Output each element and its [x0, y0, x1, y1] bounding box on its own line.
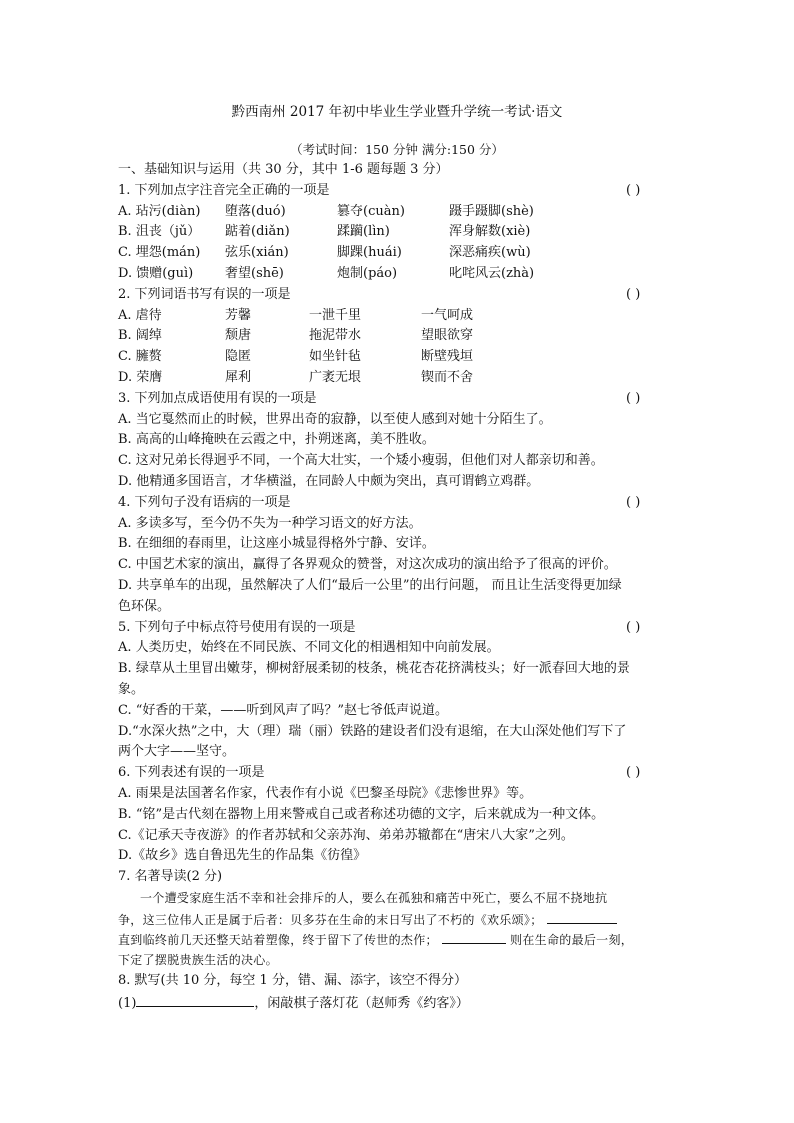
question-1-stem: [118, 181, 678, 202]
question-stem: 3. 下列加点成语使用有误的一项是: [118, 390, 317, 406]
q1-option-row: [118, 243, 678, 264]
question-6-stem: [118, 763, 678, 784]
option-cell: D. 馈赠(guì): [118, 265, 194, 281]
option-cell: 颓唐: [225, 328, 252, 344]
option-line: C. “好香的干菜，——听到风声了吗？”赵七爷低声说道。: [118, 702, 449, 718]
question-8-stem: 8. 默写(共 10 分，每空 1 分，错、漏、添字，该空不得分）: [118, 973, 467, 989]
passage-text: 争，这三位伟人正是属于后者：贝多芬在生命的末日写出了不朽的《欢乐颂》；: [118, 912, 543, 927]
passage-line: 一个遭受家庭生活不幸和社会排斥的人，要么在孤独和痛苦中死亡，要么不屈不挠地抗: [140, 890, 608, 905]
option-cell: D. 荣膺: [118, 369, 163, 385]
passage-text: 则在生命的最后一刻，: [510, 933, 634, 948]
option-cell: 叱咤风云(zhà): [449, 265, 535, 281]
option-line: B. 高高的山峰掩映在云霞之中，扑朔迷离，美不胜收。: [118, 432, 435, 448]
question-3-stem: [118, 389, 678, 410]
option-cell: 炮制(páo): [337, 265, 398, 281]
option-line: B. “铭”是古代刻在器物上用来警戒自己或者称述功德的文字，后来就成为一种文体。: [118, 806, 605, 822]
option-cell: 一气呵成: [421, 307, 474, 323]
option-cell: A. 玷污(diàn): [118, 203, 201, 219]
option-line: D.“水深火热”之中，大（理）瑞（丽）铁路的建设者们没有退缩，在大山深处他们写下了: [118, 723, 627, 739]
option-cell: 望眼欲穿: [421, 328, 474, 344]
option-line: D. 他精通多国语言，才华横溢，在同龄人中颇为突出，真可谓鹤立鸡群。: [118, 473, 540, 489]
page-title: 黔西南州 2017 年初中毕业生学业暨升学统一考试·语文: [231, 104, 563, 120]
item-text: ，闲敲棋子落灯花（赵师秀《约客》）: [254, 995, 469, 1011]
q2-option-row: [118, 306, 678, 327]
passage-text: 直到临终前几天还整天站着塑像，终于留下了传世的杰作；: [118, 933, 438, 948]
q1-option-row: [118, 222, 678, 243]
option-line-continued: 色环保。: [118, 598, 171, 614]
question-5-stem: [118, 618, 678, 639]
option-cell: 浑身解数(xiè): [449, 224, 531, 240]
option-cell: 蹂躏(lìn): [337, 224, 390, 240]
question-stem: 6. 下列表述有误的一项是: [118, 765, 265, 781]
answer-blank: ( ): [626, 182, 641, 198]
question-stem: 1. 下列加点字注音完全正确的一项是: [118, 182, 330, 198]
option-cell: C. 臃赘: [118, 349, 162, 365]
option-cell: 广袤无垠: [309, 369, 362, 385]
option-line: B. 绿草从土里冒出嫩芽，柳树舒展柔韧的枝条，桃花杏花挤满枝头；好一派春回大地的景: [118, 661, 630, 677]
question-7-stem: 7. 名著导读(2 分): [118, 869, 223, 885]
exam-info: （考试时间：150 分钟 满分:150 分）: [290, 142, 504, 157]
option-cell: 犀利: [225, 369, 252, 385]
option-cell: 蹑手蹑脚(shè): [449, 203, 534, 219]
option-line: A. 当它戛然而止的时候，世界出奇的寂静，以至使人感到对她十分陌生了。: [118, 411, 552, 427]
q1-option-row: [118, 264, 678, 285]
answer-blank: ( ): [626, 494, 641, 510]
option-cell: 拖泥带水: [309, 328, 362, 344]
option-line: C. 中国艺术家的演出，赢得了各界观众的赞誉，对这次成功的演出给予了很高的评价。: [118, 557, 617, 573]
option-cell: 芳馨: [225, 307, 252, 323]
option-line: A. 雨果是法国著名作家，代表作有小说《巴黎圣母院》《悲惨世界》等。: [118, 785, 533, 801]
option-line: A. 多读多写，至今仍不失为一种学习语文的好方法。: [118, 515, 422, 531]
q2-option-row: [118, 368, 678, 389]
exam-content: [118, 160, 678, 1013]
option-line: D.《故乡》选自鲁迅先生的作品集《彷徨》: [118, 848, 367, 864]
option-cell: 奢望(shē): [225, 265, 284, 281]
option-cell: 隐匿: [225, 349, 252, 365]
passage-line: 下定了摆脱贵族生活的决心。: [118, 953, 278, 968]
fill-blank[interactable]: [547, 909, 617, 924]
option-cell: 脚踝(huái): [337, 245, 402, 261]
item-number: (1): [118, 995, 137, 1011]
option-cell: 如坐针毡: [309, 349, 362, 365]
option-cell: A. 虐待: [118, 307, 162, 323]
answer-blank: ( ): [626, 619, 641, 635]
option-cell: 踮着(diǎn): [225, 224, 290, 240]
answer-blank: ( ): [626, 765, 641, 781]
option-cell: 堕落(duó): [225, 203, 286, 219]
question-4-stem: [118, 493, 678, 514]
q2-option-row: [118, 326, 678, 347]
q2-option-row: [118, 347, 678, 368]
option-cell: 断壁残垣: [421, 349, 474, 365]
answer-blank: ( ): [626, 286, 641, 302]
option-line-continued: 象。: [118, 681, 145, 697]
passage-line: [118, 909, 678, 930]
question-stem: 5. 下列句子中标点符号使用有误的一项是: [118, 619, 356, 635]
fill-blank[interactable]: [442, 929, 506, 944]
option-cell: 锲而不舍: [421, 369, 474, 385]
option-cell: 一泄千里: [309, 307, 362, 323]
question-2-stem: [118, 285, 678, 306]
option-line: A. 人类历史，始终在不同民族、不同文化的相遇相知中向前发展。: [118, 640, 500, 656]
option-line: D. 共享单车的出现，虽然解决了人们“最后一公里”的出行问题， 而且让生活变得更加绿: [118, 577, 622, 593]
option-line: C. 这对兄弟长得迥乎不同，一个高大壮实，一个矮小瘦弱，但他们对人都亲切和善。: [118, 453, 604, 469]
dictation-item: [118, 992, 678, 1013]
fill-blank[interactable]: [136, 992, 254, 1007]
question-stem: 2. 下列词语书写有误的一项是: [118, 286, 291, 302]
option-line-continued: 两个大字——坚守。: [118, 744, 236, 760]
q1-option-row: [118, 202, 678, 223]
option-line: C.《记承天寺夜游》的作者苏轼和父亲苏洵、弟弟苏辙都在“唐宋八大家”之列。: [118, 827, 574, 843]
option-cell: B. 沮丧（jǔ）: [118, 224, 201, 240]
option-line: B. 在细细的春雨里，让这座小城显得格外宁静、安详。: [118, 536, 435, 552]
question-stem: 4. 下列句子没有语病的一项是: [118, 494, 291, 510]
option-cell: B. 阔绰: [118, 328, 162, 344]
passage-line: [118, 929, 678, 950]
option-cell: 篡夺(cuàn): [337, 203, 405, 219]
answer-blank: ( ): [626, 390, 641, 406]
section-heading: 一、基础知识与运用（共 30 分，其中 1-6 题每题 3 分）: [118, 162, 449, 177]
option-cell: 弦乐(xián): [225, 245, 289, 261]
option-cell: C. 埋怨(mán): [118, 245, 201, 261]
option-cell: 深恶痛疾(wù): [449, 245, 531, 261]
